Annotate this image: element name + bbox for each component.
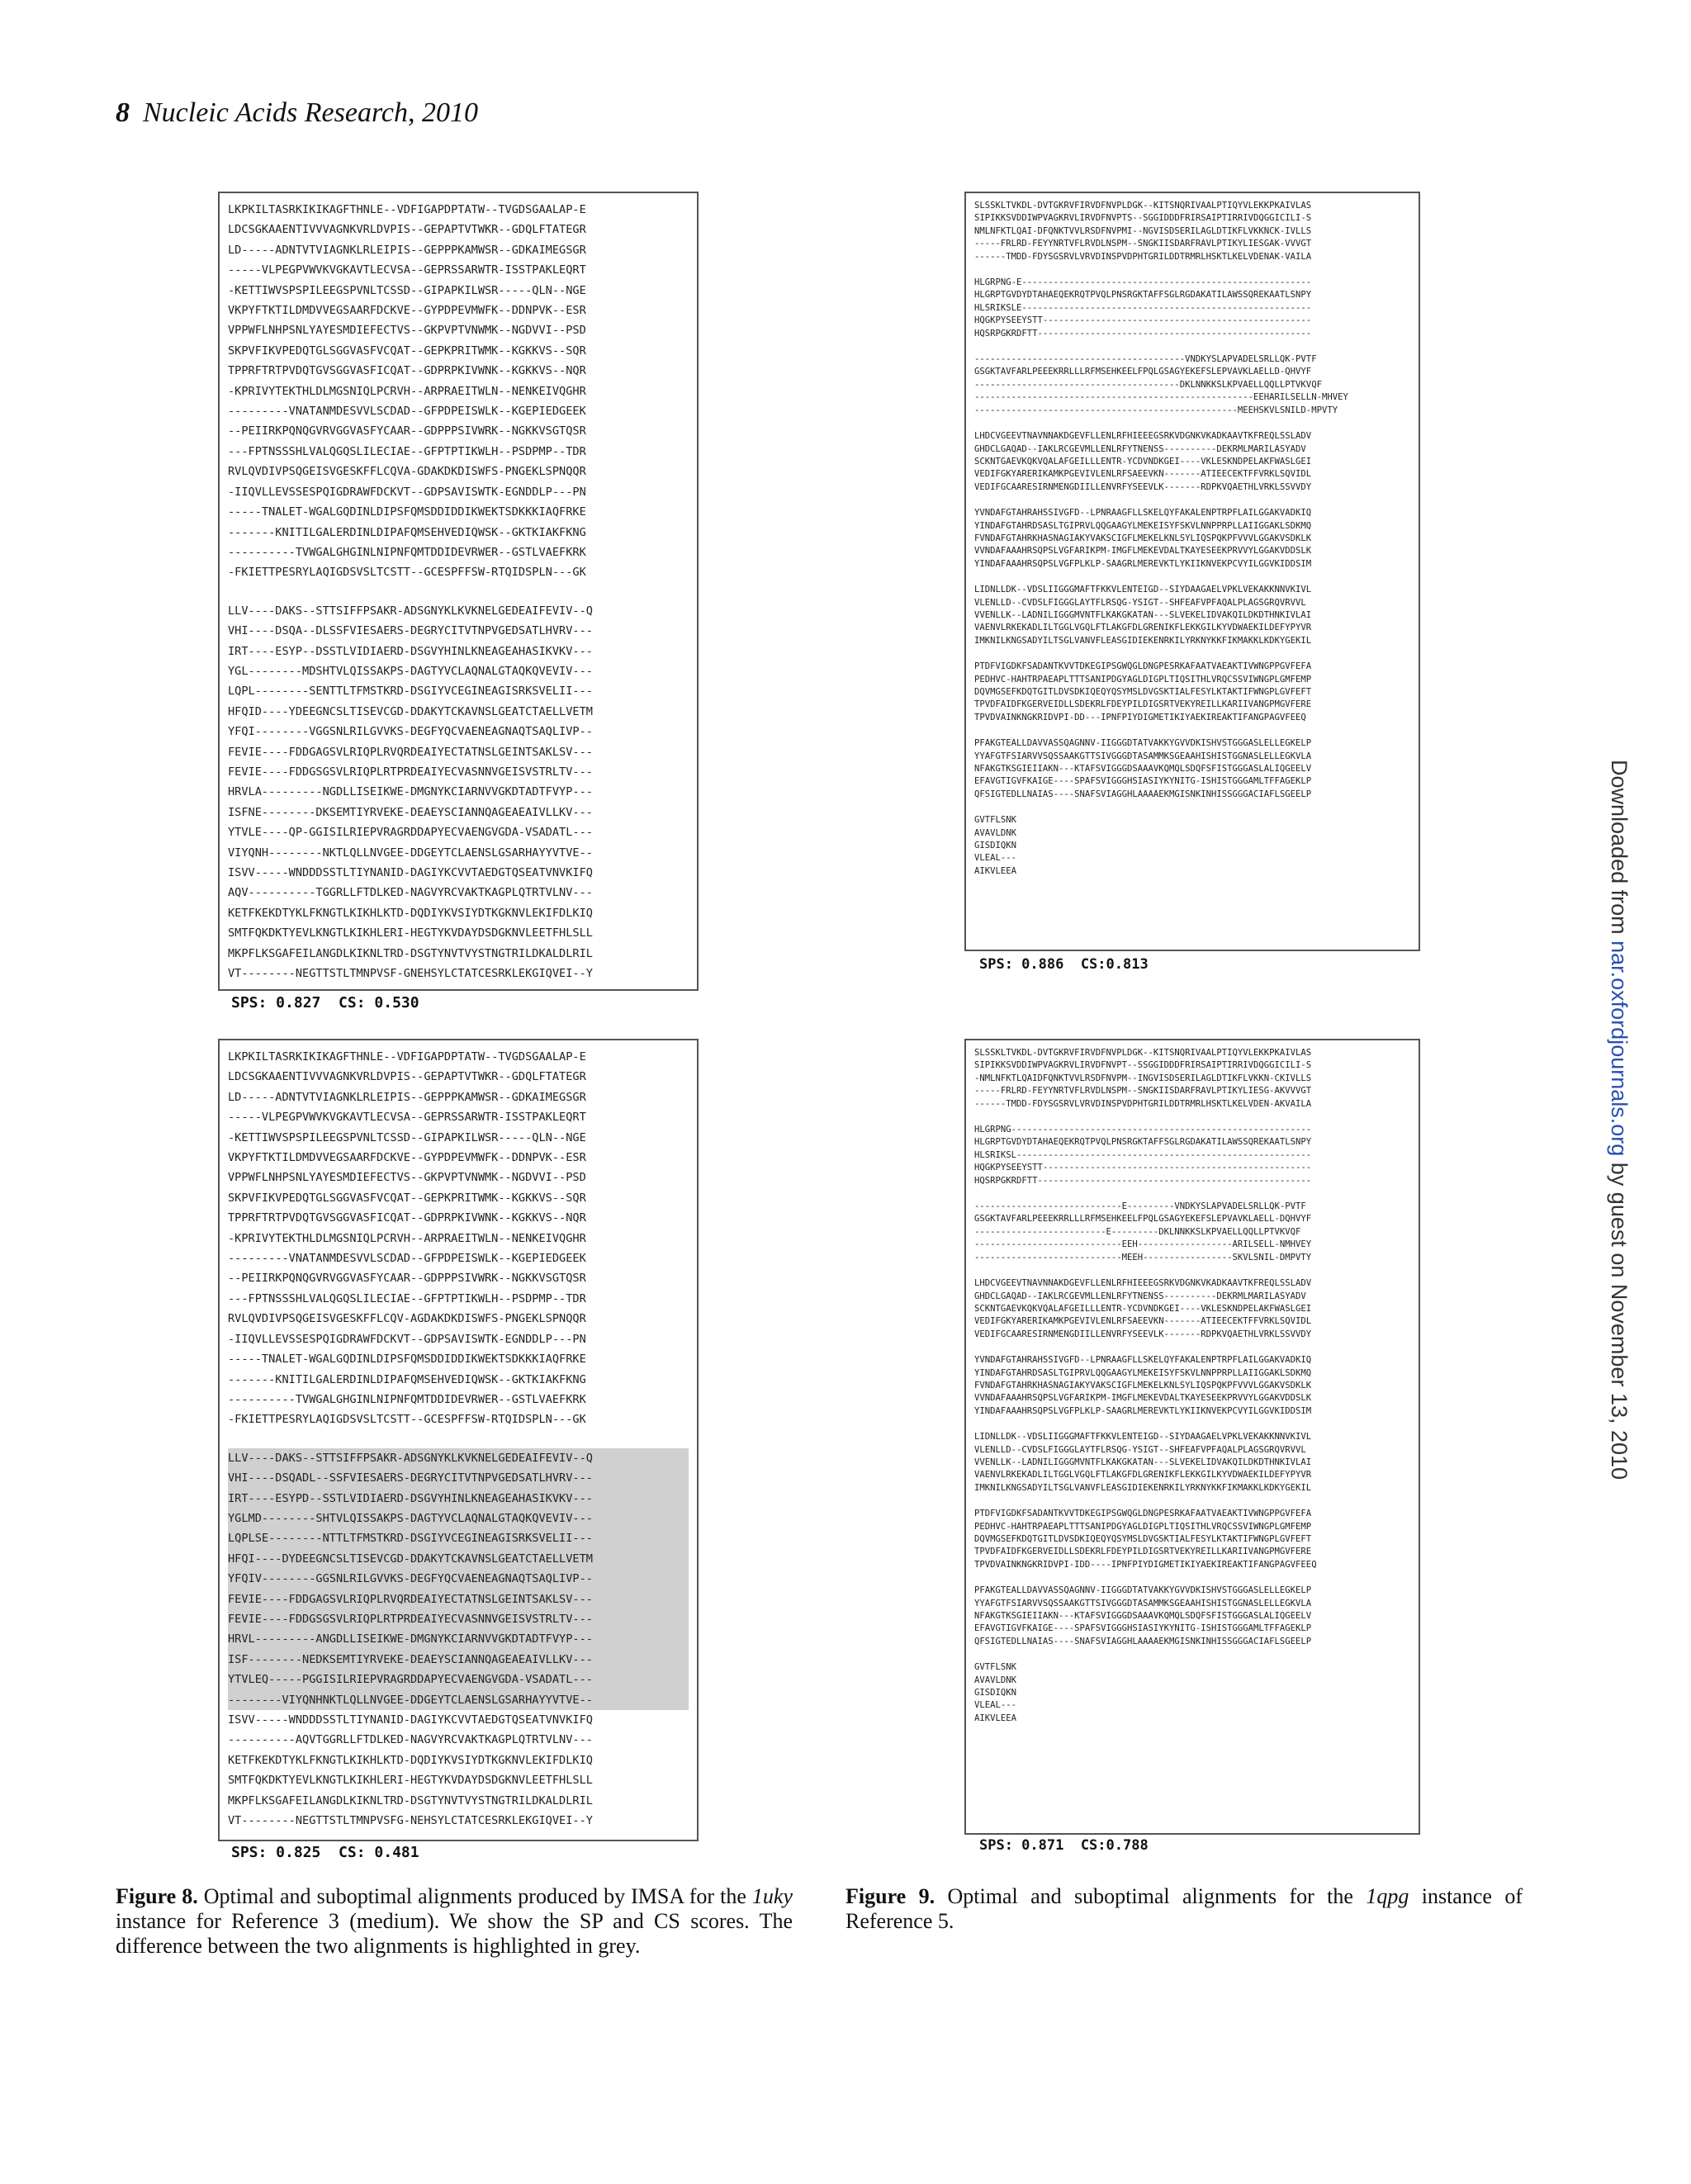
figure9-caption-text-2: instance of Reference 5. bbox=[846, 1884, 1523, 1933]
alignment-row: SKPVFIKVPEDQTGLSGGVASFVCQAT--GEPKPRITWMK--KGKKVS--SQR bbox=[228, 1191, 586, 1205]
alignment-block bbox=[974, 1585, 1410, 1648]
alignment-block bbox=[974, 200, 1410, 263]
alignment-row: YVNDAFGTAHRAHSSIVGFD--LPNRAAGFLLSKELQYFAKALENPTRPFLAILGGAKVADKIQ bbox=[974, 508, 1312, 519]
figure9-optimal-alignment bbox=[964, 192, 1420, 951]
alignment-row: -----VLPEGPVWVKVGKAVTLECVSA--GEPRSSARWTR-ISSTPAKLEQRT bbox=[228, 1111, 586, 1125]
alignment-row: YTVLE----QP-GGISILRIEPVRAGRDDAPYECVAENGVGDA-VSADATL--- bbox=[228, 826, 593, 840]
alignment-row: YINDAFGTAHRDSASLTGIPRVLQQGAAGYLMEKEISYFSKVLNNPPRPLLAIIGGAKLSDKMQ bbox=[974, 520, 1312, 531]
figure9-optimal-scores: SPS: 0.886 CS:0.813 bbox=[979, 956, 1149, 973]
alignment-row: -------KNITILGALERDINLDIPAFQMSEHVEDIQWSK--GKTKIAKFKNG bbox=[228, 525, 586, 539]
figure9-suboptimal-alignment bbox=[964, 1039, 1420, 1835]
alignment-row: FEVIE----FDDGSGSVLRIQPLRTPRDEAIYECVASNNVGEISVSTRLTV--- bbox=[228, 765, 593, 779]
figure8-optimal-alignment bbox=[218, 192, 699, 991]
alignment-row: VVENLLK--LADNILIGGGMVNTFLKAKGKATAN---SLVEKELIDVAKQILDKDTHNKIVLAI bbox=[974, 609, 1312, 620]
alignment-block bbox=[974, 1201, 1410, 1264]
alignment-row: HLGRPTGVDYDTAHAEQEKRQTPVQLPNSRGKTAFFSGLRGDAKATILAWSSQREKAATLSNPY bbox=[974, 1137, 1312, 1148]
alignment-row: GSGKTAVFARLPEEEKRRLLLRFMSEHKEELFPQLGSAGYEKEFSLEPVAVKLAELL-DQHVYF bbox=[974, 1214, 1312, 1225]
alignment-row: HFQID----YDEEGNCSLTISEVCGD-DDAKYTCKAVNSLGEATCTAELLVETM bbox=[228, 704, 593, 718]
alignment-row: IMKNILKNGSADYILTSGLVANVFLEASGIDIEKENRKILYRKNYKKFIKMAKKLKDKYGEKIL bbox=[974, 635, 1312, 646]
alignment-row: ----------------------------------------VNDKYSLAPVADELSRLLQK-PVTF bbox=[974, 354, 1317, 365]
alignment-block bbox=[974, 1661, 1410, 1725]
alignment-row: YYAFGTFSIARVVSQSSAAKGTTSIVGGGDTASAMMKSGEAAHISHISTGGNASLELLEGKVLA bbox=[974, 751, 1312, 761]
alignment-row: LLV----DAKS--STTSIFFPSAKR-ADSGNYKLKVKNELGEDEAIFEVIV--Q bbox=[228, 1448, 689, 1468]
alignment-block bbox=[974, 1277, 1410, 1341]
alignment-row: -------------------------E---------DKLNNKKSLKPVAELLQQLLPTVKVQF bbox=[974, 1226, 1301, 1237]
figure8-instance-name: 1uky bbox=[751, 1884, 793, 1908]
alignment-row: VPPWFLNHPSNLYAYESMDIEFECTVS--GKPVPTVNWMK--NGDVVI--PSD bbox=[228, 324, 586, 338]
alignment-row: -FKIETTPESRYLAQIGDSVSLTCSTT--GCESPFFSW-RTQIDSPLN---GK bbox=[228, 1413, 586, 1427]
figure9-suboptimal-scores: SPS: 0.871 CS:0.788 bbox=[979, 1837, 1149, 1854]
alignment-row: VKPYFTKTILDMDVVEGSAARFDCKVE--GYPDPEVMWFK--DDNPVK--ESR bbox=[228, 304, 586, 318]
alignment-row: HLGRPNG--------------------------------------------------------- bbox=[974, 1125, 1312, 1135]
alignment-row: YINDAFGTAHRDSASLTGIPRVLQQGAAGYLMEKEISYFSKVLNNPPRPLLAIIGGAKLSDKMQ bbox=[974, 1367, 1312, 1378]
alignment-row: -KPRIVYTEKTHLDLMGSNIQLPCRVH--ARPRAEITWLN--NENKEIVQGHR bbox=[228, 384, 586, 398]
alignment-block bbox=[974, 584, 1410, 647]
alignment-row: EFAVGTIGVFKAIGE----SPAFSVIGGGHSIASIYKYNITG-ISHISTGGGAMLTFFAGEKLP bbox=[974, 1623, 1312, 1634]
alignment-row: SCKNTGAEVKQKVQALAFGEILLLENTR-YCDVNDKGEI----VKLESKNDPELAKFWASLGEI bbox=[974, 456, 1312, 467]
alignment-block bbox=[974, 1047, 1410, 1111]
alignment-block bbox=[974, 1431, 1410, 1495]
figure8-optimal-scores: SPS: 0.827 CS: 0.530 bbox=[231, 994, 419, 1011]
alignment-row: PFAKGTEALLDAVVASSQAGNNV-IIGGGDTATVAKKYGVVDKISHVSTGGGASLELLEGKELP bbox=[974, 738, 1312, 749]
alignment-row: KETFKEKDTYKLFKNGTLKIKHLKTD-DQDIYKVSIYDTKGKNVLEKIFDLKIQ bbox=[228, 1753, 593, 1767]
alignment-row: ------TMDD-FDYSGSRVLVRVDINSPVDPHTGRILDDTRMRLHSKTLKELVDEN-AKVAILA bbox=[974, 1098, 1312, 1109]
alignment-row: RVLQVDIVPSQGEISVGESKFFLCQV-AGDAKDKDISWFS-PNGEKLSPNQQR bbox=[228, 1312, 586, 1326]
alignment-row: --------------------------------------------------MEEHSKVLSNILD-MPVTY bbox=[974, 405, 1338, 415]
alignment-row: -NMLNFKTLQAIDFQNKTVVLRSDFNVPM--INGVISDSERILAGLDTIKFLVKKN-CKIVLLS bbox=[974, 1073, 1312, 1083]
figure8-caption-text-1: Optimal and suboptimal alignments produced by IMSA for the bbox=[197, 1884, 752, 1908]
alignment-row: NMLNFKTLQAI-DFQNKTVVLRSDFNVPMI--NGVISDSERILAGLDTIKFLVKKNCK-IVLLS bbox=[974, 225, 1312, 236]
alignment-row: ------TMDD-FDYSGSRVLVRVDINSPVDPHTGRILDDTRMRLHSKTLKELVDENAK-VAILA bbox=[974, 251, 1312, 262]
alignment-row: ----------------------------E---------VNDKYSLAPVADELSRLLQK-PVTF bbox=[974, 1201, 1306, 1212]
alignment-block bbox=[228, 1448, 689, 1831]
alignment-row: PTDFVIGDKFSADANTKVVTDKEGIPSGWQGLDNGPESRKAFAATVAEAKTIVWNGPPGVFEFA bbox=[974, 1509, 1312, 1519]
alignment-row: ISF--------NEDKSEMTIYRVEKE-DEAEYSCIANNQAGEAEAIVLLKV--- bbox=[228, 1650, 689, 1670]
alignment-row: SIPIKKSVDDIWPVAGKRVLIRVDFNVPTS--SGGIDDDFRIRSAIPTIRRIVDQGGICILI-S bbox=[974, 213, 1312, 224]
alignment-block bbox=[974, 1124, 1410, 1187]
alignment-block bbox=[974, 353, 1410, 417]
alignment-row: LIDNLLDK--VDSLIIGGGMAFTFKKVLENTEIGD--SIYDAAGAELVPKLVEKAKKNNVKIVL bbox=[974, 585, 1312, 595]
alignment-row: MKPFLKSGAFEILANGDLKIKNLTRD-DSGTYNVTVYSTNGTRILDKALDLRIL bbox=[228, 946, 593, 960]
alignment-row: HLGRPTGVDYDTAHAEQEKRQTPVQLPNSRGKTAFFSGLRGDAKATILAWSSQREKAATLSNPY bbox=[974, 290, 1312, 301]
download-notice bbox=[1606, 760, 1632, 1480]
alignment-row: LLV----DAKS--STTSIFFPSAKR-ADSGNYKLKVKNELGEDEAIFEVIV--Q bbox=[228, 604, 593, 618]
alignment-row: LQPL--------SENTTLTFMSTKRD-DSGIYVCEGINEAGISRKSVELII--- bbox=[228, 685, 593, 699]
alignment-row: VHI----DSQADL--SSFVIESAERS-DEGRYCITVTNPVGEDSATLHVRV--- bbox=[228, 1468, 689, 1488]
alignment-row: ---------------------------------------DKLNNKKSLKPVAELLQQLLPTVKVQF bbox=[974, 379, 1322, 390]
alignment-row: IRT----ESYP--DSSTLVIDIAERD-DSGVYHINLKNEAGEAHASIKVKV--- bbox=[228, 644, 593, 658]
alignment-row: ----------TVWGALGHGINLNIPNFQMTDDIDEVRWER--GSTLVAEFKRK bbox=[228, 1392, 586, 1406]
alignment-row: TPVDVAINKNGKRIDVPI-IDD----IPNFPIYDIGMETIKIYAEKIREAKTIFANGPAGVFEEQ bbox=[974, 1559, 1317, 1570]
alignment-row: HLSRIKSLE------------------------------------------------------- bbox=[974, 302, 1312, 313]
alignment-row: ----------AQVTGGRLLFTDLKED-NAGVYRCVAKTKAGPLQTRTVLNV--- bbox=[228, 1733, 593, 1747]
alignment-row: VLEAL--- bbox=[974, 853, 1017, 864]
download-notice-suffix: by guest on November 13, 2010 bbox=[1607, 1156, 1632, 1480]
alignment-row: NFAKGTKSGIEIIAKN---KTAFSVIGGGDSAAAVKQMQLSDQFSFISTGGGASLALIQGEELV bbox=[974, 1611, 1312, 1622]
alignment-row: HFQI----DYDEEGNCSLTISEVCGD-DDAKYTCKAVNSLGEATCTAELLVETM bbox=[228, 1549, 689, 1569]
alignment-row: VVENLLK--LADNILIGGGMVNTFLKAKGKATAN---SLVEKELIDVAKQILDKDTHNKIVLAI bbox=[974, 1457, 1312, 1467]
alignment-row: EFAVGTIGVFKAIGE----SPAFSVIGGGHSIASIYKYNITG-ISHISTGGGAMLTFFAGEKLP bbox=[974, 776, 1312, 787]
alignment-row: ---------VNATANMDESVVLSCDAD--GFPDPEISWLK--KGEPIEDGEEK bbox=[228, 1252, 586, 1266]
alignment-row: HQSRPGKRDFTT---------------------------------------------------- bbox=[974, 1175, 1312, 1186]
alignment-row: GISDIQKN bbox=[974, 841, 1017, 851]
alignment-row: FVNDAFGTAHRKHASNAGIAKYVAKSCIGFLMEKELKNLSYLIQSPQKPFVVVLGGAKVSDKLK bbox=[974, 1380, 1312, 1390]
alignment-row: ----------TVWGALGHGINLNIPNFQMTDDIDEVRWER--GSTLVAEFKRK bbox=[228, 545, 586, 559]
alignment-row: -----FRLRD-FEYYNRTVFLRVDLNSPM--SNGKIISDARFRAVLPTIKYLIESGAK-VVVGT bbox=[974, 239, 1312, 249]
figure8-caption-text-2: instance for Reference 3 (medium). We show the SP and CS scores. The difference between the two alignments is highlighted in grey. bbox=[116, 1909, 793, 1958]
alignment-block bbox=[974, 507, 1410, 571]
alignment-row: VLEAL--- bbox=[974, 1700, 1017, 1711]
alignment-block bbox=[228, 1047, 689, 1430]
alignment-row: ---FPTNSSSHLVALQGQSLILECIAE--GFPTPTIKWLH--PSDPMP--TDR bbox=[228, 444, 586, 458]
alignment-row: GHDCLGAQAD--IAKLRCGEVMLLENLRFYTNENSS----------DEKRMLMARILASYADV bbox=[974, 1291, 1306, 1301]
alignment-row: IMKNILKNGSADYILTSGLVANVFLEASGIDIEKENRKILYRKNYKKFIKMAKKLKDKYGEKIL bbox=[974, 1482, 1312, 1493]
alignment-row: VEDIFGCAARESIRNMENGDIILLENVRFYSEEVLK-------RDPKVQAETHLVRKLSSVVDY bbox=[974, 1329, 1312, 1339]
alignment-row: RVLQVDIVPSQGEISVGESKFFLCQVA-GDAKDKDISWFS-PNGEKLSPNQQR bbox=[228, 465, 586, 479]
alignment-row: SMTFQKDKTYEVLKNGTLKIKHLERI-HEGTYKVDAYDSDGKNVLEETFHLSLL bbox=[228, 926, 593, 940]
figure8-label: Figure 8. bbox=[116, 1884, 198, 1908]
alignment-block bbox=[974, 1354, 1410, 1418]
alignment-row: VT--------NEGTTSTLTMNPVSFG-NEHSYLCTATCESRKLEKGIQVEI--Y bbox=[228, 1814, 593, 1828]
figure8-suboptimal-scores: SPS: 0.825 CS: 0.481 bbox=[231, 1844, 419, 1861]
alignment-row: -------KNITILGALERDINLDIPAFQMSEHVEDIQWSK--GKTKIAKFKNG bbox=[228, 1372, 586, 1386]
journal-site-link[interactable]: nar.oxfordjournals.org bbox=[1607, 940, 1632, 1157]
alignment-row: HQSRPGKRDFTT---------------------------------------------------- bbox=[974, 328, 1312, 339]
alignment-row: HLGRPNG-E------------------------------------------------------- bbox=[974, 277, 1312, 288]
alignment-row: YTVLEQ-----PGGISILRIEPVRAGRDDAPYECVAENGVGDA-VSADATL--- bbox=[228, 1670, 689, 1689]
alignment-row: FEVIE----FDDGAGSVLRIQPLRVQRDEAIYECTATNSLGEINTSAKLSV--- bbox=[228, 1589, 689, 1609]
alignment-block bbox=[974, 737, 1410, 801]
alignment-row: VIYQNH--------NKTLQLLNVGEE-DDGEYTCLAENSLGSARHAYYVTVE-- bbox=[228, 846, 593, 860]
alignment-row: ISVV-----WNDDDSSTLTIYNANID-DAGIYKCVVTAEDGTQSEATVNVKIFQ bbox=[228, 1713, 593, 1727]
alignment-row: LIDNLLDK--VDSLIIGGGMAFTFKKVLENTEIGD--SIYDAAGAELVPKLVEKAKKNNVKIVL bbox=[974, 1432, 1312, 1443]
alignment-row: VVNDAFAAAHRSQPSLVGFARIKPM-IMGFLMEKEVDALTKAYESEEKPRVVYLGGAKVDDSLK bbox=[974, 546, 1312, 557]
alignment-row: LHDCVGEEVTNAVNNAKDGEVFLLENLRFHIEEEGSRKVDGNKVKADKAAVTKFREQLSSLADV bbox=[974, 431, 1312, 442]
download-notice-prefix: Downloaded from bbox=[1607, 760, 1632, 941]
figure9-caption bbox=[846, 1884, 1523, 1934]
alignment-row: ----------------------------MEEH-----------------SKVLSNIL-DMPVTY bbox=[974, 1252, 1312, 1263]
alignment-row: HLSRIKSL-------------------------------------------------------- bbox=[974, 1149, 1312, 1160]
alignment-row: --------VIYQNHNKTLQLLNVGEE-DDGEYTCLAENSLGSARHAYYVTVE-- bbox=[228, 1690, 689, 1710]
alignment-row: TPVDVAINKNGKRIDVPI-DD---IPNFPIYDIGMETIKIYAEKIREAKTIFANGPAGVFEEQ bbox=[974, 712, 1306, 722]
alignment-block bbox=[974, 430, 1410, 494]
alignment-row: VAENVLRKEKADLILTGGLVGQLFTLAKGFDLGRENIKFLEKKGILKYVDWAEKILDEFYPYVR bbox=[974, 623, 1312, 633]
alignment-row: VHI----DSQA--DLSSFVIESAERS-DEGRYCITVTNPVGEDSATLHVRV--- bbox=[228, 624, 593, 638]
figure9-caption-text-1: Optimal and suboptimal alignments for the bbox=[935, 1884, 1367, 1908]
alignment-row: NFAKGTKSGIEIIAKN---KTAFSVIGGGDSAAAVKQMQLSDQFSFISTGGGASLALIQGEELV bbox=[974, 764, 1312, 775]
alignment-row: GVTFLSNK bbox=[974, 815, 1017, 826]
alignment-row: PTDFVIGDKFSADANTKVVTDKEGIPSGWQGLDNGPESRKAFAATVAEAKTIVWNGPPGVFEFA bbox=[974, 661, 1312, 672]
alignment-row: LKPKILTASRKIKIKAGFTHNLE--VDFIGAPDPTATW--TVGDSGAALAP-E bbox=[228, 1050, 586, 1064]
alignment-row: VKPYFTKTILDMDVVEGSAARFDCKVE--GYPDPEVMWFK--DDNPVK--ESR bbox=[228, 1151, 586, 1165]
alignment-row: YINDAFAAAHRSQPSLVGFPLKLP-SAAGRLMEREVKTLYKIIKNVEKPCVYILGGVKIDDSIM bbox=[974, 1405, 1312, 1416]
alignment-row: LDCSGKAAENTIVVVAGNKVRLDVPIS--GEPAPTVTWKR--GDQLFTATEGR bbox=[228, 1070, 586, 1084]
alignment-block bbox=[228, 601, 689, 984]
alignment-row: SMTFQKDKTYEVLKNGTLKIKHLERI-HEGTYKVDAYDSDGKNVLEETFHLSLL bbox=[228, 1774, 593, 1788]
alignment-block bbox=[974, 1508, 1410, 1571]
alignment-row: YYAFGTFSIARVVSQSSAAKGTTSIVGGGDTASAMMKSGEAAHISHISTGGNASLELLEGKVLA bbox=[974, 1598, 1312, 1608]
alignment-row: GSGKTAVFARLPEEEKRRLLLRFMSEHKEELFPQLGSAGYEKEFSLEPVAVKLAELLD-QHVYF bbox=[974, 367, 1312, 377]
alignment-row: VT--------NEGTTSTLTMNPVSF-GNEHSYLCTATCESRKLEKGIQVEI--Y bbox=[228, 967, 593, 981]
alignment-row: -FKIETTPESRYLAQIGDSVSLTCSTT--GCESPFFSW-RTQIDSPLN---GK bbox=[228, 566, 586, 580]
figure9-label: Figure 9. bbox=[846, 1884, 935, 1908]
page-number: 8 bbox=[116, 97, 130, 128]
alignment-row: LQPLSE--------NTTLTFMSTKRD-DSGIYVCEGINEAGISRKSVELII--- bbox=[228, 1528, 689, 1548]
alignment-row: LHDCVGEEVTNAVNNAKDGEVFLLENLRFHIEEEGSRKVDGNKVKADKAAVTKFREQLSSLADV bbox=[974, 1278, 1312, 1289]
alignment-row: -----TNALET-WGALGQDINLDIPSFQMSDDIDDIKWEKTSDKKKIAQFRKE bbox=[228, 1353, 586, 1367]
alignment-row: LD-----ADNTVTVIAGNKLRLEIPIS--GEPPPKAMWSR--GDKAIMEGSGR bbox=[228, 1090, 586, 1104]
alignment-row: SLSSKLTVKDL-DVTGKRVFIRVDFNVPLDGK--KITSNQRIVAALPTIQYVLEKKPKAIVLAS bbox=[974, 201, 1312, 211]
alignment-row: -----FRLRD-FEYYNRTVFLRVDLNSPM--SNGKIISDARFRAVLPTIKYLIESG-AKVVVGT bbox=[974, 1086, 1312, 1097]
alignment-row: VLENLLD--CVDSLFIGGGLAYTFLRSQG-YSIGT--SHFEAFVPFAQALPLAGSGRQVRVVL bbox=[974, 597, 1306, 608]
alignment-row: -IIQVLLEVSSESPQIGDRAWFDCKVT--GDPSAVISWTK-EGNDDLP---PN bbox=[228, 485, 586, 499]
alignment-row: SLSSKLTVKDL-DVTGKRVFIRVDFNVPLDGK--KITSNQRIVAALPTIQYVLEKKPKAIVLAS bbox=[974, 1048, 1312, 1058]
alignment-row: ---FPTNSSSHLVALQGQSLILECIAE--GFPTPTIKWLH--PSDPMP--TDR bbox=[228, 1291, 586, 1305]
journal-title: Nucleic Acids Research, 2010 bbox=[143, 97, 479, 128]
alignment-row: -----TNALET-WGALGQDINLDIPSFQMSDDIDDIKWEKTSDKKKIAQFRKE bbox=[228, 505, 586, 519]
alignment-row: GVTFLSNK bbox=[974, 1662, 1017, 1673]
alignment-row: HRVL---------ANGDLLISEIKWE-DMGNYKCIARNVVGKDTADTFVYP--- bbox=[228, 1629, 689, 1649]
alignment-row: FVNDAFGTAHRKHASNAGIAKYVAKSCIGFLMEKELKNLSYLIQSPQKPFVVVLGGAKVSDKLK bbox=[974, 533, 1312, 543]
alignment-row: FEVIE----FDDGSGSVLRIQPLRTPRDEAIYECVASNNVGEISVSTRLTV--- bbox=[228, 1609, 689, 1629]
alignment-row: -----VLPEGPVWVKVGKAVTLECVSA--GEPRSSARWTR-ISSTPAKLEQRT bbox=[228, 263, 586, 277]
alignment-row: ISFNE--------DKSEMTIYRVEKE-DEAEYSCIANNQAGEAEAIVLLKV--- bbox=[228, 805, 593, 819]
alignment-row: DQVMGSEFKDQTGITLDVSDKIQEQYQSYMSLDVGSKTIALFESYLKTAKTIFWNGPLGVFEFT bbox=[974, 1534, 1312, 1544]
alignment-row: MKPFLKSGAFEILANGDLKIKNLTRD-DSGTYNVTVYSTNGTRILDKALDLRIL bbox=[228, 1793, 593, 1807]
alignment-row: TPPRFTRTPVDQTGVSGGVASFICQAT--GDPRPKIVWNK--KGKKVS--NQR bbox=[228, 364, 586, 378]
figure8-suboptimal-alignment bbox=[218, 1039, 699, 1841]
alignment-row: VEDIFGKYARERIKAMKPGEVIVLENLRFSAEEVKN-------ATIEECEKTFFVRKLSQVIDL bbox=[974, 469, 1312, 480]
alignment-row: QFSIGTEDLLNAIAS----SNAFSVIAGGHLAAAAEKMGISNKINHISSGGGACIAFLSGEELP bbox=[974, 789, 1312, 799]
alignment-row: VVNDAFAAAHRSQPSLVGFARIKPM-IMGFLMEKEVDALTKAYESEEKPRVVYLGGAKVDDSLK bbox=[974, 1393, 1312, 1404]
alignment-row: VPPWFLNHPSNLYAYESMDIEFECTVS--GKPVPTVNWMK--NGDVVI--PSD bbox=[228, 1171, 586, 1185]
alignment-row: AVAVLDNK bbox=[974, 1675, 1017, 1685]
alignment-row: YINDAFAAAHRSQPSLVGFPLKLP-SAAGRLMEREVKTLYKIIKNVEKPCVYILGGVKIDDSIM bbox=[974, 558, 1312, 569]
alignment-row: AIKVLEEA bbox=[974, 865, 1017, 876]
alignment-row: ----------------------------EEH------------------ARILSELL-NMHVEY bbox=[974, 1239, 1312, 1250]
alignment-block bbox=[974, 661, 1410, 724]
alignment-row: HQGKPYSEEYSTT--------------------------------------------------- bbox=[974, 315, 1312, 326]
alignment-row: AQV----------TGGRLLFTDLKED-NAGVYRCVAKTKAGPLQTRTVLNV--- bbox=[228, 886, 593, 900]
alignment-row: VEDIFGKYARERIKAMKPGEVIVLENLRFSAEEVKN-------ATIEECEKTFFVRKLSQVIDL bbox=[974, 1316, 1312, 1327]
alignment-row: DQVMGSEFKDQTGITLDVSDKIQEQYQSYMSLDVGSKTIALFESYLKTAKTIFWNGPLGVFEFT bbox=[974, 687, 1312, 697]
alignment-row: YVNDAFGTAHRAHSSIVGFD--LPNRAAGFLLSKELQYFAKALENPTRPFLAILGGAKVADKIQ bbox=[974, 1355, 1312, 1366]
alignment-row: YGLMD--------SHTVLQISSAKPS-DAGTYVCLAQNALGTAQKQVEVIV--- bbox=[228, 1509, 689, 1528]
alignment-row: -KETTIWVSPSPILEEGSPVNLTCSSD--GIPAPKILWSR-----QLN--NGE bbox=[228, 1130, 586, 1144]
alignment-block bbox=[228, 200, 689, 583]
alignment-row: QFSIGTEDLLNAIAS----SNAFSVIAGGHLAAAAEKMGISNKINHISSGGGACIAFLSGEELP bbox=[974, 1636, 1312, 1646]
alignment-row: LD-----ADNTVTVIAGNKLRLEIPIS--GEPPPKAMWSR--GDKAIMEGSGR bbox=[228, 243, 586, 257]
alignment-block bbox=[974, 277, 1410, 340]
alignment-row: --PEIIRKPQNQGVRVGGVASFYCAAR--GDPPPSIVWRK--NGKKVSGTQSR bbox=[228, 424, 586, 438]
figure8-caption bbox=[116, 1884, 793, 1959]
alignment-row: -----------------------------------------------------EEHARILSELLN-MHVEY bbox=[974, 392, 1348, 403]
alignment-row: LDCSGKAAENTIVVVAGNKVRLDVPIS--GEPAPTVTWKR--GDQLFTATEGR bbox=[228, 223, 586, 237]
figure9-instance-name: 1qpg bbox=[1366, 1884, 1409, 1908]
alignment-row: GISDIQKN bbox=[974, 1688, 1017, 1698]
alignment-row: YFQI--------VGGSNLRILGVVKS-DEGFYQCVAENEAGNAQTSAQLIVP-- bbox=[228, 725, 593, 739]
alignment-row: PEDHVC-HAHTRPAEAPLTTTSANIPDGYAGLDIGPLTIQSITHLVRQCSSVIWNGPLGMFEMP bbox=[974, 674, 1312, 685]
alignment-row: FEVIE----FDDGAGSVLRIQPLRVQRDEAIYECTATNSLGEINTSAKLSV--- bbox=[228, 745, 593, 759]
alignment-row: AVAVLDNK bbox=[974, 827, 1017, 838]
alignment-row: TPPRFTRTPVDQTGVSGGVASFICQAT--GDPRPKIVWNK--KGKKVS--NQR bbox=[228, 1211, 586, 1225]
alignment-row: ---------VNATANMDESVVLSCDAD--GFPDPEISWLK--KGEPIEDGEEK bbox=[228, 405, 586, 419]
alignment-row: SCKNTGAEVKQKVQALAFGEILLLENTR-YCDVNDKGEI----VKLESKNDPELAKFWASLGEI bbox=[974, 1303, 1312, 1314]
alignment-row: YGL--------MDSHTVLQISSAKPS-DAGTYVCLAQNALGTAQKQVEVIV--- bbox=[228, 664, 593, 678]
alignment-row: VAENVLRKEKADLILTGGLVGQLFTLAKGFDLGRENIKFLEKKGILKYVDWAEKILDEFYPYVR bbox=[974, 1470, 1312, 1480]
alignment-row: TPVDFAIDFKGERVEIDLLSDEKRLFDEYPILDIGSRTVEKYREILLKARIIVANGPMGVFERE bbox=[974, 1547, 1312, 1557]
alignment-row: ISVV-----WNDDDSSTLTIYNANID-DAGIYKCVVTAEDGTQSEATVNVKIFQ bbox=[228, 866, 593, 879]
alignment-row: SKPVFIKVPEDQTGLSGGVASFVCQAT--GEPKPRITWMK--KGKKVS--SQR bbox=[228, 343, 586, 358]
alignment-row: SIPIKKSVDDIWPVAGKRVLIRVDFNVPT--SSGGIDDDFRIRSAIPTIRRIVDQGGICILI-S bbox=[974, 1060, 1312, 1071]
alignment-row: PEDHVC-HAHTRPAEAPLTTTSANIPDGYAGLDIGPLTIQSITHLVRQCSSVIWNGPLGMFEMP bbox=[974, 1521, 1312, 1532]
alignment-block bbox=[974, 814, 1410, 878]
alignment-row: PFAKGTEALLDAVVASSQAGNNV-IIGGGDTATVAKKYGVVDKISHVSTGGGASLELLEGKELP bbox=[974, 1585, 1312, 1596]
alignment-row: LKPKILTASRKIKIKAGFTHNLE--VDFIGAPDPTATW--TVGDSGAALAP-E bbox=[228, 203, 586, 216]
alignment-row: --PEIIRKPQNQGVRVGGVASFYCAAR--GDPPPSIVWRK--NGKKVSGTQSR bbox=[228, 1272, 586, 1286]
alignment-row: VEDIFGCAARESIRNMENGDIILLENVRFYSEEVLK-------RDPKVQAETHLVRKLSSVVDY bbox=[974, 481, 1312, 492]
running-head bbox=[116, 97, 478, 129]
alignment-row: VLENLLD--CVDSLFIGGGLAYTFLRSQG-YSIGT--SHFEAFVPFAQALPLAGSGRQVRVVL bbox=[974, 1444, 1306, 1455]
alignment-row: IRT----ESYPD--SSTLVIDIAERD-DSGVYHINLKNEAGEAHASIKVKV--- bbox=[228, 1489, 689, 1509]
alignment-row: AIKVLEEA bbox=[974, 1713, 1017, 1723]
alignment-row: TPVDFAIDFKGERVEIDLLSDEKRLFDEYPILDIGSRTVEKYREILLKARIIVANGPMGVFERE bbox=[974, 699, 1312, 710]
alignment-row: HRVLA---------NGDLLISEIKWE-DMGNYKCIARNVVGKDTADTFVYP--- bbox=[228, 785, 593, 799]
alignment-row: HQGKPYSEEYSTT--------------------------------------------------- bbox=[974, 1163, 1312, 1173]
alignment-row: -IIQVLLEVSSESPQIGDRAWFDCKVT--GDPSAVISWTK-EGNDDLP---PN bbox=[228, 1332, 586, 1346]
alignment-row: YFQIV--------GGSNLRILGVVKS-DEGFYQCVAENEAGNAQTSAQLIVP-- bbox=[228, 1569, 689, 1589]
alignment-row: GHDCLGAQAD--IAKLRCGEVMLLENLRFYTNENSS----------DEKRMLMARILASYADV bbox=[974, 443, 1306, 454]
alignment-row: -KPRIVYTEKTHLDLMGSNIQLPCRVH--ARPRAEITWLN--NENKEIVQGHR bbox=[228, 1231, 586, 1245]
alignment-row: -KETTIWVSPSPILEEGSPVNLTCSSD--GIPAPKILWSR-----QLN--NGE bbox=[228, 283, 586, 297]
alignment-row: KETFKEKDTYKLFKNGTLKIKHLKTD-DQDIYKVSIYDTKGKNVLEKIFDLKIQ bbox=[228, 906, 593, 920]
